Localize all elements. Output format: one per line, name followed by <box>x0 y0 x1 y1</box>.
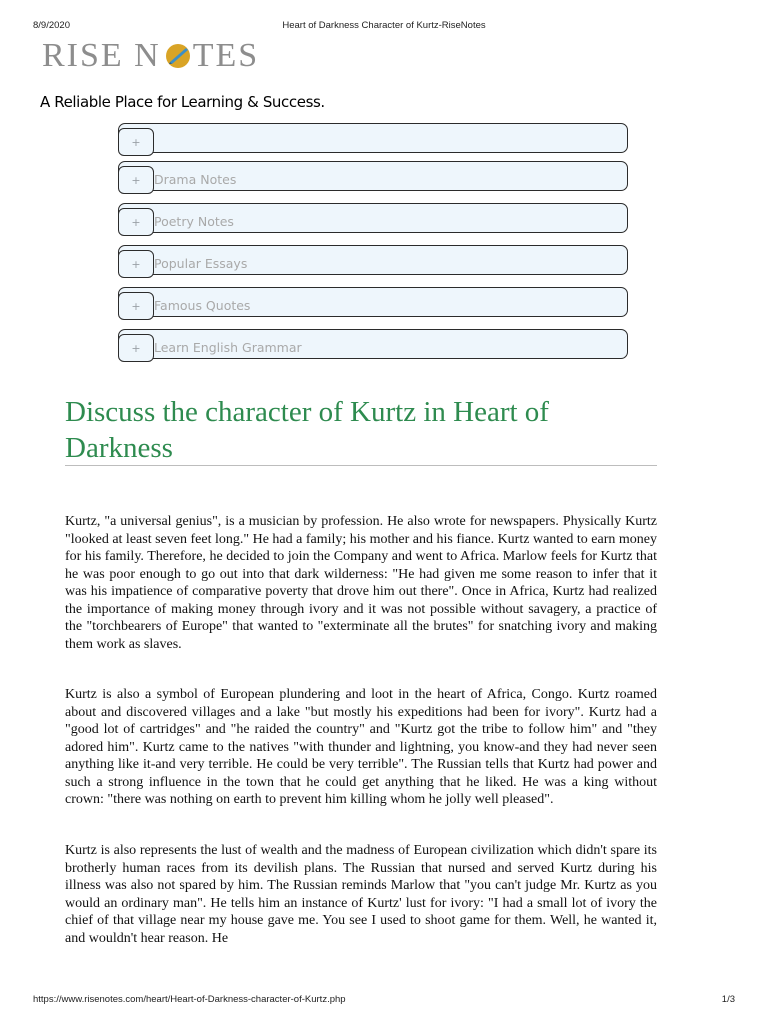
expand-plus-icon[interactable]: + <box>118 334 154 362</box>
expand-plus-icon[interactable]: + <box>118 208 154 236</box>
menu-item-famous-quotes[interactable] <box>118 287 628 317</box>
expand-plus-icon[interactable]: + <box>118 166 154 194</box>
print-url[interactable]: https://www.risenotes.com/heart/Heart-of-Darkness-character-of-Kurtz.php <box>33 994 346 1005</box>
menu-item-empty[interactable] <box>118 123 628 153</box>
site-logo[interactable] <box>42 34 259 78</box>
tagline: A Reliable Place for Learning & Success. <box>40 93 325 111</box>
article-paragraph-3: Kurtz is also represents the lust of wealth and the madness of European civilization which didn't spare its brotherly human races from its devilish plans. The Russian that nursed and served Kurtz during his illness was also not spared by him. The Russian reminds Marlow that "you can't judge Mr. Kurtz as you would an ordinary man". He tells him an instance of Kurtz' lust for ivory: "I had a small lot of ivory the chief of that village near my house gave me. You see I used to shoot game for them. Well, he wanted it, and wouldn't hear reason. He <box>65 843 657 946</box>
expand-plus-icon[interactable]: + <box>118 250 154 278</box>
print-page-title: Heart of Darkness Character of Kurtz-RiseNotes <box>282 20 486 31</box>
logo-text-start: RISE N <box>42 37 161 74</box>
logo-text-end: TES <box>192 37 260 74</box>
menu-item-label: Drama Notes <box>154 172 237 187</box>
menu-item-drama-notes[interactable] <box>118 161 628 191</box>
expand-plus-icon[interactable]: + <box>118 292 154 320</box>
expand-plus-icon[interactable]: + <box>118 128 154 156</box>
menu-item-label: Popular Essays <box>154 256 248 271</box>
article-title: Discuss the character of Kurtz in Heart of Darkness <box>65 396 549 464</box>
menu-item-poetry-notes[interactable] <box>118 203 628 233</box>
menu-item-label: Poetry Notes <box>154 214 234 229</box>
globe-pen-icon <box>164 42 192 70</box>
menu-item-popular-essays[interactable] <box>118 245 628 275</box>
article-paragraph-1: Kurtz, "a universal genius", is a musician by profession. He also wrote for newspapers. Physically Kurtz "looked at least seven feet long." He had a family; his mother and his fiance. Kurtz wanted to earn money for his family. Therefore, he decided to join the Company and went to Africa. Marlow feels for Kurtz that he was poor enough to go out into that dark wilderness: "He had given me some reason to infer that it was his impatience of comparative poverty that drove him out there". Once in Africa, Kurtz had realized the importance of making money through ivory and it was not possible without savagery, a practice of the "torchbearers of Europe" that wanted to "exterminate all the brutes" for snatching ivory and making them work as slaves. <box>65 514 657 652</box>
page-number: 1/3 <box>721 994 735 1005</box>
print-header <box>33 20 735 34</box>
menu-item-label: Learn English Grammar <box>154 340 302 355</box>
menu-item-label: Famous Quotes <box>154 298 251 313</box>
title-divider <box>65 465 657 466</box>
article-paragraph-2: Kurtz is also a symbol of European plundering and loot in the heart of Africa, Congo. Kurtz roamed about and discovered villages and a lake "but mostly his expeditions had been for ivory". Kurtz had a "good lot of cartridges" and "he raided the country" and "Kurtz got the tribe to follow him" and "they adored him". Kurtz came to the natives "with thunder and lightning, you know-and they had never seen anything like it-and very terrible. He could be very terrible". The Russian tells that Kurtz had power and such a strong influence in the town that he could get anything that he liked. He was a king without crown: "there was nothing on earth to prevent him killing whom he jolly well pleased". <box>65 687 657 807</box>
menu-item-learn-english-grammar[interactable] <box>118 329 628 359</box>
print-date: 8/9/2020 <box>33 20 70 31</box>
print-footer <box>33 994 735 1008</box>
